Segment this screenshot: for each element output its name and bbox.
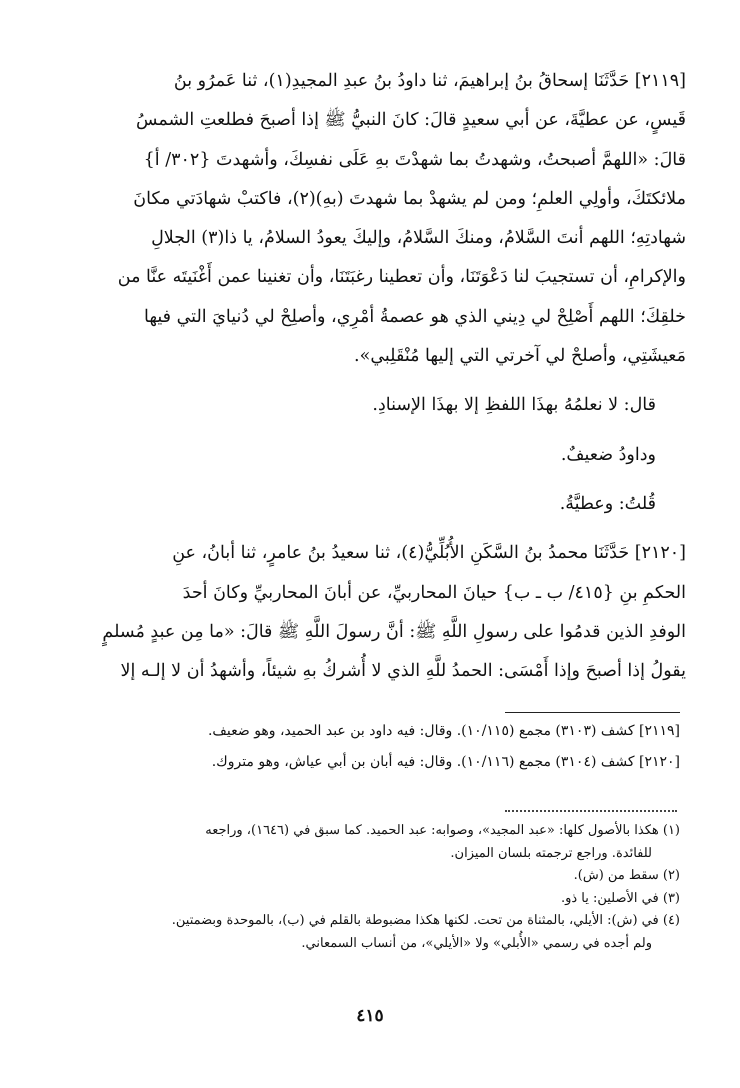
editor-note: قُلتُ: وعطيَّةُ.	[559, 493, 656, 514]
main-text	[74, 62, 686, 691]
hadith-2120-line: الحكمِ بنِ {٤١٥/ ب ـ ب} حيانَ المحاربيِّ، عن أبانَ المحاربيِّ وكانَ أحدَ	[182, 582, 686, 603]
footnote-1-continued: للفائدة. وراجع ترجمته بلسان الميزان.	[450, 845, 652, 861]
references-divider	[505, 712, 680, 713]
author-comment: قال: لا نعلمُهُ بهذَا اللفظِ إلا بهذَا الإسنادِ.	[372, 395, 656, 416]
narrator-note: وداودُ ضعيفٌ.	[560, 444, 656, 465]
hadith-2120-line: [٢١٢٠] حَدَّثَنَا محمدُ بنُ السَّكَنِ الأُبُلِّيُّ(٤)، ثنا سعيدُ بنُ عامرٍ، ثنا أبانُ، عنِ	[172, 543, 686, 564]
hadith-2119-line: ملائكتَكَ، وأولِي العلمِ؛ ومن لم يشهدْ بما شهدتَ (بهِ)(٢)، فاكتبْ شهادَتي مكانَ	[133, 188, 686, 209]
footnote-1: (١) هكذا بالأصول كلها: «عبد المجيد»، وصوابه: عبد الحميد. كما سبق في (١٦٤٦)، وراجعه	[205, 823, 680, 838]
hadith-2120-line: الوفدِ الذين قدمُوا على رسولِ اللَّهِ ﷺ: أنَّ رسولَ اللَّهِ ﷺ قالَ: «ما مِن عبدٍ مُسلمٍ	[102, 621, 686, 642]
hadith-2119-line: [٢١١٩] حَدَّثَنَا إسحاقُ بنُ إبراهيمَ، ثنا داودُ بنُ عبدِ المجيدِ(١)، ثنا عَمرُو بنُ	[173, 71, 686, 91]
hadith-2119-line: قَيسٍ، عن عطيَّةَ، عن أبي سعيدٍ قالَ: كانَ النبيُّ ﷺ إذا أصبحَ فطلعتِ الشمسُ	[136, 110, 686, 131]
footnote-3: (٣) في الأصلين: يا ذو.	[560, 890, 680, 906]
footnotes	[74, 820, 680, 955]
hadith-2119-line: قالَ: «اللهمَّ أصبحتُ، وشهدتُ بما شهدْتَ بهِ عَلَى نفسِكَ، وأشهدتَ {٣٠٢/ أ}	[143, 149, 686, 170]
footnotes-divider	[505, 810, 677, 812]
hadith-2120-line: يقولُ إذا أصبحَ وإذا أَمْسَى: الحمدُ للَّهِ الذي لا أُشركُ بهِ شيئاً، وأشهدُ أن لا إلـه إلا	[120, 661, 686, 682]
footnote-2: (٢) سقط من (ش).	[573, 868, 680, 883]
footnote-4: (٤) في (ش): الأيلي، بالمثناة من تحت. لكنها هكذا مضبوطة بالقلم في (ب)، بالموحدة وبضمتين.	[171, 913, 680, 928]
references	[74, 716, 680, 778]
page-number: ٤١٥	[356, 1006, 384, 1026]
hadith-2119-line: مَعيشَتِي، وأصلحْ لي آخرتي التي إليها مُنْقَلِبي».	[354, 346, 686, 367]
footnote-4-continued: ولم أجده في رسمي «الأُبلي» ولا «الأيلي»، من أنساب السمعاني.	[301, 935, 652, 951]
reference-2120: [٢١٢٠] كشف (٣١٠٤) مجمع (١٠/١١٦). وقال: فيه أبان بن أبي عياش، وهو متروك.	[211, 754, 680, 770]
reference-2119: [٢١١٩] كشف (٣١٠٣) مجمع (١٠/١١٥). وقال: فيه داود بن عبد الحميد، وهو ضعيف.	[207, 723, 680, 739]
hadith-2119-line: والإكرامِ، أن تستجيبَ لنا دَعْوَتَنَا، وأن تعطينا رغبَتَنَا، وأن تغنينا عمن أَغْنَيتَه عنَّا من	[117, 267, 686, 288]
hadith-2119-line: خلقِكَ؛ اللهم أَصْلِحْ لي دِيني الذي هو عصمةُ أمْرِي، وأصلِحْ لي دُنيايَ التي فيها	[143, 306, 686, 327]
hadith-2119-line: شهادتِهِ؛ اللهم أنتَ السَّلامُ، ومنكَ السَّلامُ، وإليكَ يعودُ السلامُ، يا ذا(٣) الجلالِ	[151, 228, 686, 249]
